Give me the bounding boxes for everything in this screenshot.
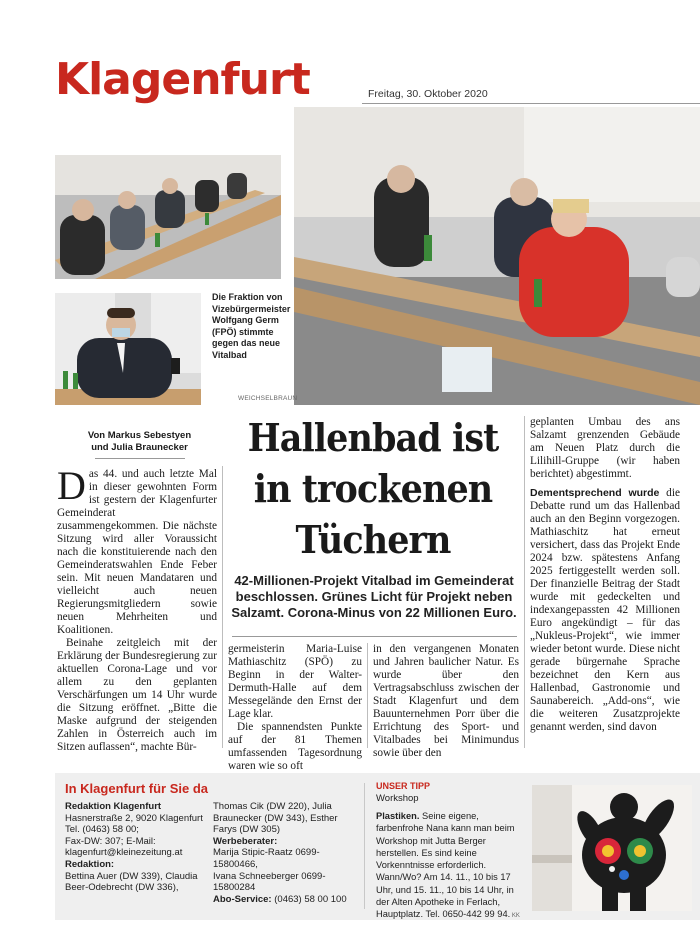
contact-column-2: [213, 801, 363, 905]
byline-line-2: und Julia Braunecker: [91, 442, 188, 453]
werbe-line: Ivana Schneeberger 0699-: [213, 870, 326, 882]
redaktion-label: Redaktion Klagenfurt: [65, 801, 162, 812]
byline-rule: [95, 458, 185, 459]
subheadline: 42-Millionen-Projekt Vitalbad im Gemeinderat beschlossen. Grünes Licht für Projekt neben Salzamt. Corona-Minus von 22 Millionen Euro.: [231, 573, 517, 620]
paragraph: [530, 487, 680, 734]
paragraph-text: die Debatte rund um das Hallenbad auch an den Beginn vorgezogen. Mathiaschitz hat erneut versichert, dass das Projekt Ende 2024 bzw. spätestens Anfang 2025 fertiggestellt werden soll. Der finanzielle Beitrag der Stadt wurde mit gedeckelten und indexangepassten 42 Millionen Euro angekündigt – für das „Nukleus-Projekt“, wie immer wieder betont wurde. Diese nicht gerade bürgernahe Sprache bezeichnet den Kern aus Hallenbad, Gastronomie und Saunabereich. „Add-ons“, wie die weiteren Zusatzprojekte genannt werden, sind davon: [530, 487, 680, 733]
staff-label: Redaktion:: [65, 858, 115, 870]
tip-body: [376, 810, 524, 923]
phone: Tel. (0463) 58 00;: [65, 824, 139, 836]
lead-in: Dementsprechend wurde: [530, 487, 660, 499]
staff-line: Farys (DW 305): [213, 824, 281, 836]
bottom-left-photo-image: [55, 293, 201, 405]
werbe-line: 15800284: [213, 882, 256, 894]
column-separator: [524, 416, 525, 748]
drop-cap: D: [57, 463, 86, 508]
werbe-label: Werbeberater:: [213, 835, 278, 847]
headline-line-1: Hallenbad ist: [247, 415, 499, 460]
paragraph-text: as 44. und auch letzte Mal in dieser gewohnten Form ist gestern der Klagenfurter Gemeinderat zusammengekommen. Die nächste Sitzung wird aller Voraussicht nach die konstituierende nach den Gemeinderatswahlen Ende Feber sein. Mit neuen Mandataren und vielleicht auch neuen Regierungsmitgliedern sowie neuen Mehrheiten und Koalitionen.: [57, 468, 217, 636]
paragraph: Beinahe zeitgleich mit der Erklärung der Bundesregierung zur aktuellen Corona-Lage und vor allem zu den geplanten Verschärfungen um 14 Uhr wurde die Sitzung eröffnet. „Bitte die Maske aufgrund der steigenden Zahlen in Österreich auch im Sitzen auflassen“, machte Bür-: [57, 637, 217, 753]
tip-credit: KK: [510, 913, 520, 920]
photo-credit: WEICHSELBRAUN: [238, 395, 298, 402]
email-link[interactable]: klagenfurt@kleinezeitung.at: [65, 847, 183, 859]
abo-label: Abo-Service:: [213, 893, 272, 905]
bottom-left-photo: [55, 293, 201, 405]
masthead: [55, 55, 310, 105]
subhead-rule: [232, 636, 517, 637]
abo-phone: (0463) 58 00 100: [271, 893, 347, 905]
nana-sculpture-image: [532, 785, 692, 911]
werbe-line: Marija Stipic-Raatz 0699-15800466,: [213, 847, 320, 870]
address: Hasnerstraße 2, 9020 Klagenfurt: [65, 812, 203, 824]
paragraph: germeisterin Maria-Luise Mathiaschitz (SPÖ) zu Beginn in der Walter-Dermuth-Halle auf dem Messegelände den Ernst der Lage klar.: [228, 643, 362, 720]
tip-lead: Plastiken.: [376, 811, 420, 821]
photo-caption: Die Fraktion von Vizebürgermeister Wolfgang Germ (FPÖ) stimmte gegen das neue Vitalbad: [212, 292, 291, 360]
tip-label: UNSER TIPP: [376, 781, 431, 791]
contact-infobox: [55, 773, 700, 920]
infobox-separator: [364, 783, 365, 909]
tip-text: Seine eigene, farbenfrohe Nana kann man beim Workshop mit Jutta Berger herstellen. Es sind keine Vorkenntnisse erforderlich. Wann/Wo? Am 14. 11., 10 bis 17 Uhr, und 15. 11., 10 bis 14 Uhr, in der Alten Apotheke in Ferlach, Hauptplatz. Tel. 0650-442 99 94.: [376, 811, 515, 920]
article-column-2: [228, 643, 362, 773]
staff-line: Beer-Odebrecht (DW 336),: [65, 882, 179, 894]
paragraph: [57, 463, 217, 637]
staff-line: Thomas Cik (DW 220), Julia: [213, 801, 332, 812]
fax: Fax-DW: 307; E-Mail:: [65, 835, 156, 847]
top-left-photo-image: [55, 155, 281, 279]
main-photo: [294, 107, 700, 405]
main-photo-image: [294, 107, 700, 405]
column-separator: [367, 643, 368, 748]
article-column-3: [373, 643, 519, 760]
tip-subtitle: Workshop: [376, 793, 419, 804]
nana-sculpture-photo: [532, 785, 692, 911]
article-column-4: [530, 416, 680, 734]
issue-date: Freitag, 30. Oktober 2020: [368, 88, 488, 100]
top-left-photo: [55, 155, 281, 279]
headline-line-3: Tüchern: [295, 517, 451, 562]
contact-column-1: [65, 801, 215, 894]
paragraph: in den vergangenen Monaten und Jahren baulicher Natur. Es wurde über den Vertragsabschluss zwischen der Stadt Klagenfurt und dem Bauunternehmen Porr über die Errichtung des Sport- und Vitalbades bei Minimundus sowie über den: [373, 643, 519, 759]
infobox-title: In Klagenfurt für Sie da: [65, 781, 209, 796]
staff-line: Braunecker (DW 343), Esther: [213, 812, 338, 824]
header-rule: [362, 103, 700, 104]
headline: [240, 412, 507, 565]
paragraph: Die spannendsten Punkte auf der 81 Themen umfassenden Tagesordnung waren wie so oft: [228, 721, 362, 772]
column-separator: [222, 466, 223, 748]
byline: [57, 430, 222, 454]
article-column-1: [57, 463, 217, 754]
byline-line-1: Von Markus Sebestyen: [87, 430, 192, 441]
paragraph: geplanten Umbau des ans Salzamt grenzenden Gebäude am Neuen Platz durch die Lilihill-Gruppe (wir haben berichtet) abgestimmt.: [530, 416, 680, 480]
section-title: Klagenfurt: [55, 54, 310, 105]
headline-line-2: in trockenen: [253, 466, 493, 511]
staff-line: Bettina Auer (DW 339), Claudia: [65, 870, 198, 882]
